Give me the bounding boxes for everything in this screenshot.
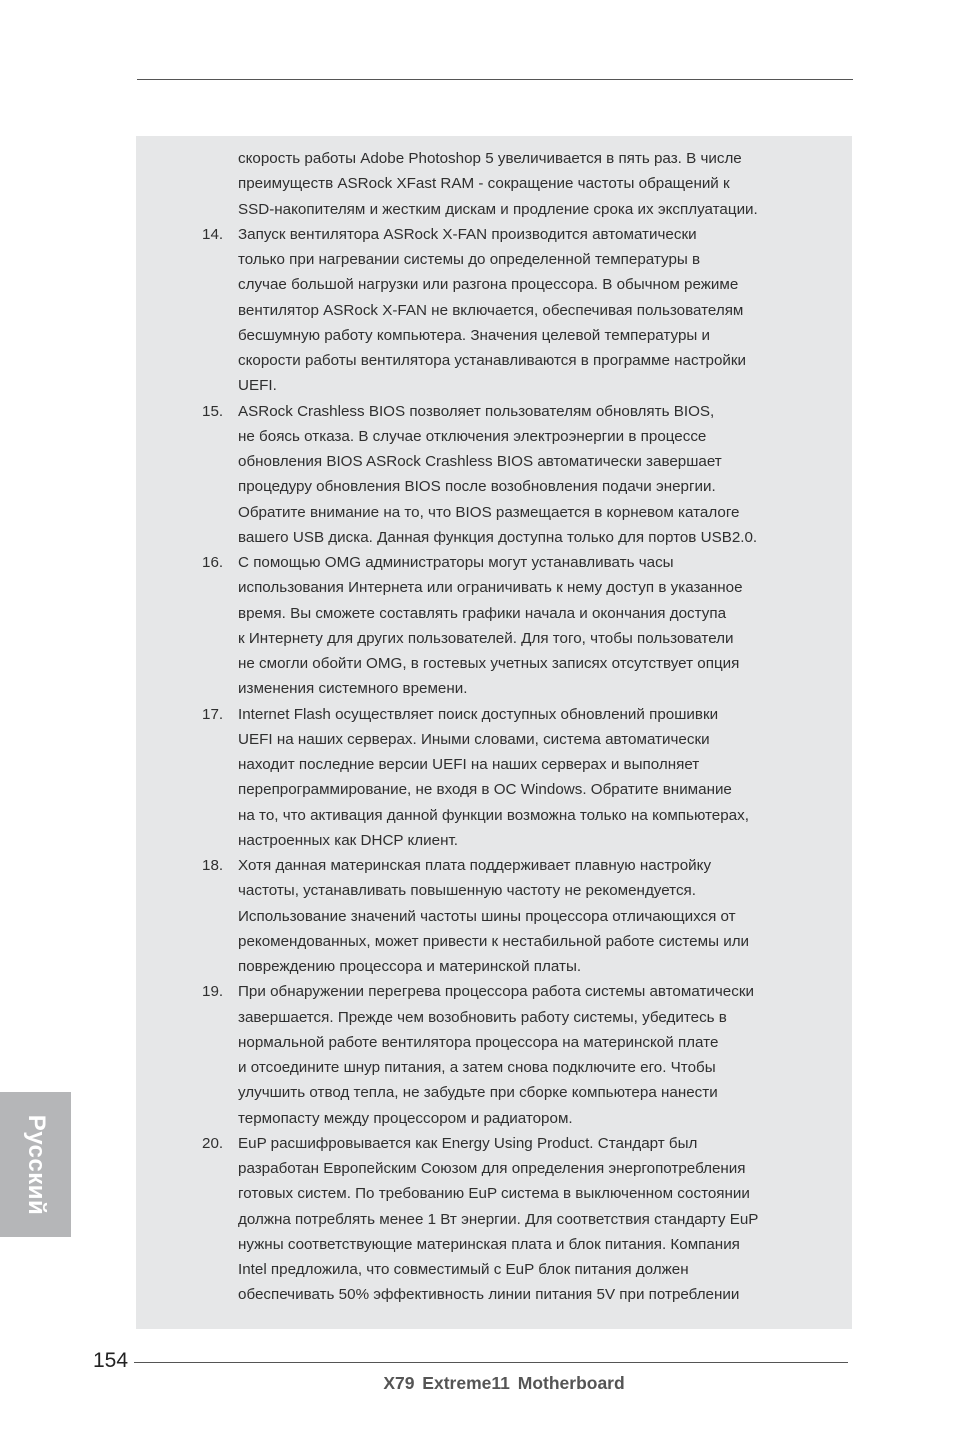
- text-line: вентилятор ASRock X-FAN не включается, обеспечивая пользователям: [238, 301, 744, 319]
- text-line: Запуск вентилятора ASRock X-FAN производится автоматически: [238, 225, 697, 243]
- text-line: случае большой нагрузки или разгона процессора. В обычном режиме: [238, 276, 739, 294]
- text-line: скорости работы вентилятора устанавливаются в программе настройки: [238, 352, 747, 369]
- text-line: находит последние версии UEFI на наших серверах и выполняет: [238, 756, 700, 773]
- language-tab: [0, 1092, 71, 1237]
- text-line: преимуществ ASRock XFast RAM - сокращение частоты обращений к: [238, 175, 730, 193]
- text-line: обновления BIOS ASRock Crashless BIOS автоматически завершает: [238, 453, 722, 470]
- text-line: обеспечивать 50% эффективность линии питания 5V при потреблении: [238, 1286, 740, 1304]
- text-line: вашего USB диска. Данная функция доступна только для портов USB2.0.: [238, 528, 758, 546]
- text-line: не смогли обойти OMG, в гостевых учетных записях отсутствует опция: [238, 655, 740, 672]
- content-panel: [136, 136, 852, 1329]
- text-line: При обнаружении перегрева процессора работа системы автоматически: [238, 983, 754, 1001]
- text-line: ASRock Crashless BIOS позволяет пользователям обновлять BIOS,: [238, 402, 715, 420]
- text-line: частоты, устанавливать повышенную частоту не рекомендуется.: [238, 882, 696, 900]
- text-line: улучшить отвод тепла, не забудьте при сборке компьютера нанести: [238, 1084, 718, 1102]
- bottom-rule: [134, 1362, 848, 1363]
- text-line: только при нагревании системы до определенной температуры в: [238, 251, 701, 268]
- text-line: перепрограммирование, не входя в ОС Windows. Обратите внимание: [238, 781, 732, 799]
- text-line: нормальной работе вентилятора процессора на материнской плате: [238, 1033, 719, 1051]
- text-line: С помощью OMG администраторы могут устанавливать часы: [238, 554, 674, 571]
- top-rule: [137, 79, 853, 80]
- language-tab-label: Русский: [22, 1114, 50, 1215]
- item-number: 17.: [202, 705, 224, 723]
- text-line: бесшумную работу компьютера. Значения целевой температуры и: [238, 326, 711, 344]
- text-line: нужны соответствующие материнская плата и блок питания. Компания: [238, 1235, 740, 1253]
- text-line: изменения системного времени.: [238, 680, 468, 698]
- model-name: X79 Extreme11 Motherboard: [383, 1373, 625, 1393]
- text-line: не боясь отказа. В случае отключения электроэнергии в процессе: [238, 427, 707, 445]
- text-line: настроенных как DHCP клиент.: [238, 831, 458, 849]
- text-line: UEFI.: [238, 377, 277, 395]
- text-line: Обратите внимание на то, что BIOS размещается в корневом каталоге: [238, 503, 740, 521]
- text-line: завершается. Прежде чем возобновить работу системы, убедитесь в: [238, 1008, 727, 1026]
- text-line: скорость работы Adobe Photoshop 5 увеличивается в пять раз. В числе: [238, 150, 742, 167]
- text-line: рекомендованных, может привести к нестабильной работе системы или: [238, 932, 750, 950]
- item-number: 20.: [202, 1134, 224, 1152]
- text-line: время. Вы сможете составлять графики начала и окончания доступа: [238, 604, 727, 622]
- text-line: к Интернету для других пользователей. Для того, чтобы пользователи: [238, 629, 734, 647]
- text-line: разработан Европейским Союзом для определения энергопотребления: [238, 1160, 746, 1177]
- text-line: должна потреблять менее 1 Вт энергии. Для соответствия стандарту EuP: [238, 1210, 759, 1228]
- item-number: 18.: [202, 857, 224, 874]
- text-line: SSD-накопителям и жестким дискам и продление срока их эксплуатации.: [238, 200, 758, 218]
- text-line: UEFI на наших серверах. Иными словами, система автоматически: [238, 730, 710, 748]
- text-line: EuP расшифровывается как Energy Using Product. Стандарт был: [238, 1134, 698, 1152]
- page-number: 154: [93, 1349, 129, 1372]
- item-number: 14.: [202, 225, 224, 243]
- text-line: термопасту между процессором и радиатором.: [238, 1109, 573, 1127]
- text-line: и отсоедините шнур питания, а затем снова подключите его. Чтобы: [238, 1059, 716, 1076]
- item-number: 19.: [202, 983, 224, 1001]
- text-line: повреждению процессора и материнской платы.: [238, 958, 582, 975]
- text-line: Intel предложила, что совместимый с EuP блок питания должен: [238, 1261, 689, 1278]
- text-line: использования Интернета или ограничивать к нему доступ в указанное: [238, 579, 743, 597]
- text-line: Использование значений частоты шины процессора отличающихся от: [238, 907, 736, 925]
- text-line: Хотя данная материнская плата поддерживает плавную настройку: [238, 857, 712, 874]
- item-number: 16.: [202, 554, 224, 571]
- item-number: 15.: [202, 402, 224, 420]
- text-line: процедуру обновления BIOS после возобновления подачи энергии.: [238, 478, 716, 496]
- text-line: готовых систем. По требованию EuP система в выключенном состоянии: [238, 1185, 750, 1203]
- text-line: Internet Flash осуществляет поиск доступных обновлений прошивки: [238, 705, 719, 723]
- text-line: на то, что активация данной функции возможна только на компьютерах,: [238, 806, 749, 824]
